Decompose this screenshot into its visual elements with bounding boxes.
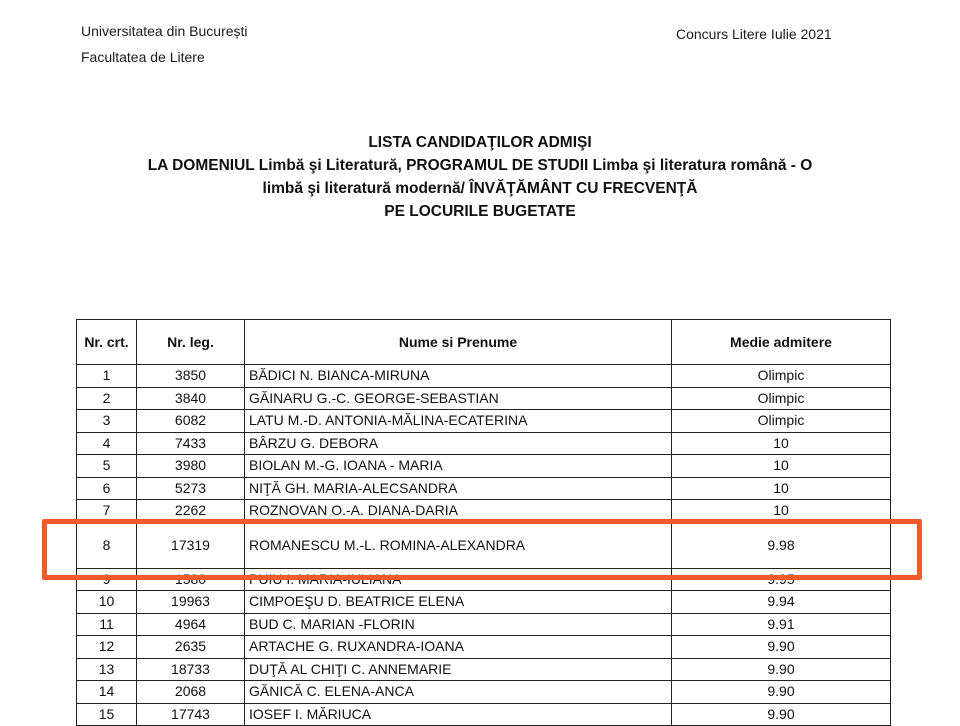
registration-number: 2635 [137,636,245,659]
row-number: 5 [77,455,137,478]
faculty-name: Facultatea de Litere [81,49,205,65]
registration-number: 3980 [137,455,245,478]
header-name: Nume si Prenume [245,320,672,365]
table-row [77,703,891,726]
candidate-name: BÂRZU G. DEBORA [245,432,672,455]
admission-average: 10 [672,477,891,500]
registration-number: 17743 [137,703,245,726]
row-number: 3 [77,410,137,433]
table-row [77,387,891,410]
admission-average: 9.90 [672,681,891,704]
candidate-name: DUŢĂ AL CHIŢI C. ANNEMARIE [245,658,672,681]
admission-average: 9.91 [672,613,891,636]
header-nr-leg: Nr. leg. [137,320,245,365]
title-line-3: limbă şi literatură modernă/ ÎNVĂŢĂMÂNT CU FRECVENŢĂ [262,180,698,197]
admission-average: 10 [672,500,891,523]
table-row [77,477,891,500]
header-average: Medie admitere [672,320,891,365]
registration-number: 1580 [137,568,245,591]
admission-average: 9.94 [672,591,891,614]
contest-label: Concurs Litere Iulie 2021 [676,26,832,42]
registration-number: 2068 [137,681,245,704]
registration-number: 18733 [137,658,245,681]
title-line-1: LISTA CANDIDAŢILOR ADMIŞI [368,134,592,151]
admission-average: 9.98 [672,522,891,568]
row-number: 13 [77,658,137,681]
title-line-4: PE LOCURILE BUGETATE [384,203,576,220]
admission-average: 9.90 [672,703,891,726]
candidate-name: CIMPOEŞU D. BEATRICE ELENA [245,591,672,614]
registration-number: 17319 [137,522,245,568]
row-number: 6 [77,477,137,500]
candidate-name: BĂDICI N. BIANCA-MIRUNA [245,365,672,388]
title-line-2: LA DOMENIUL Limbă şi Literatură, PROGRAMUL DE STUDII Limba şi literatura română - O [147,157,813,174]
candidate-name: BUD C. MARIAN -FLORIN [245,613,672,636]
candidate-name: LATU M.-D. ANTONIA-MĂLINA-ECATERINA [245,410,672,433]
registration-number: 2262 [137,500,245,523]
admission-average: 9.90 [672,636,891,659]
admission-average: 10 [672,432,891,455]
registration-number: 19963 [137,591,245,614]
registration-number: 3840 [137,387,245,410]
table-header-row [77,320,891,365]
row-number: 7 [77,500,137,523]
admission-average: Olimpic [672,387,891,410]
candidate-name: ROZNOVAN O.-A. DIANA-DARIA [245,500,672,523]
candidate-name: ROMANESCU M.-L. ROMINA-ALEXANDRA [245,522,672,568]
admission-average: 10 [672,455,891,478]
row-number: 14 [77,681,137,704]
table-row [77,681,891,704]
row-number: 9 [77,568,137,591]
registration-number: 3850 [137,365,245,388]
candidate-name: ARTACHE G. RUXANDRA-IOANA [245,636,672,659]
table-row [77,432,891,455]
candidate-name: IOSEF I. MĂRIUCA [245,703,672,726]
row-number: 8 [77,522,137,568]
registration-number: 5273 [137,477,245,500]
header-nr-crt: Nr. crt. [77,320,137,365]
table-row [77,658,891,681]
table-row [77,591,891,614]
row-number: 2 [77,387,137,410]
table-row [77,410,891,433]
row-number: 4 [77,432,137,455]
table-row [77,636,891,659]
candidate-name: BIOLAN M.-G. IOANA - MARIA [245,455,672,478]
registration-number: 6082 [137,410,245,433]
admission-average: Olimpic [672,410,891,433]
row-number: 12 [77,636,137,659]
candidate-name: GĂNICĂ C. ELENA-ANCA [245,681,672,704]
registration-number: 4964 [137,613,245,636]
candidate-name: PUIU I. MARIA-IULIANA [245,568,672,591]
row-number: 15 [77,703,137,726]
candidate-name: GĂINARU G.-C. GEORGE-SEBASTIAN [245,387,672,410]
row-number: 1 [77,365,137,388]
candidate-name: NIŢĂ GH. MARIA-ALECSANDRA [245,477,672,500]
highlight-box [42,519,922,580]
admission-average: 9.90 [672,658,891,681]
registration-number: 7433 [137,432,245,455]
table-row [77,613,891,636]
row-number: 10 [77,591,137,614]
table-row [77,365,891,388]
admission-average: Olimpic [672,365,891,388]
admission-average: 9.95 [672,568,891,591]
university-name: Universitatea din București [81,23,248,39]
row-number: 11 [77,613,137,636]
table-row [77,455,891,478]
document-title [0,131,960,223]
